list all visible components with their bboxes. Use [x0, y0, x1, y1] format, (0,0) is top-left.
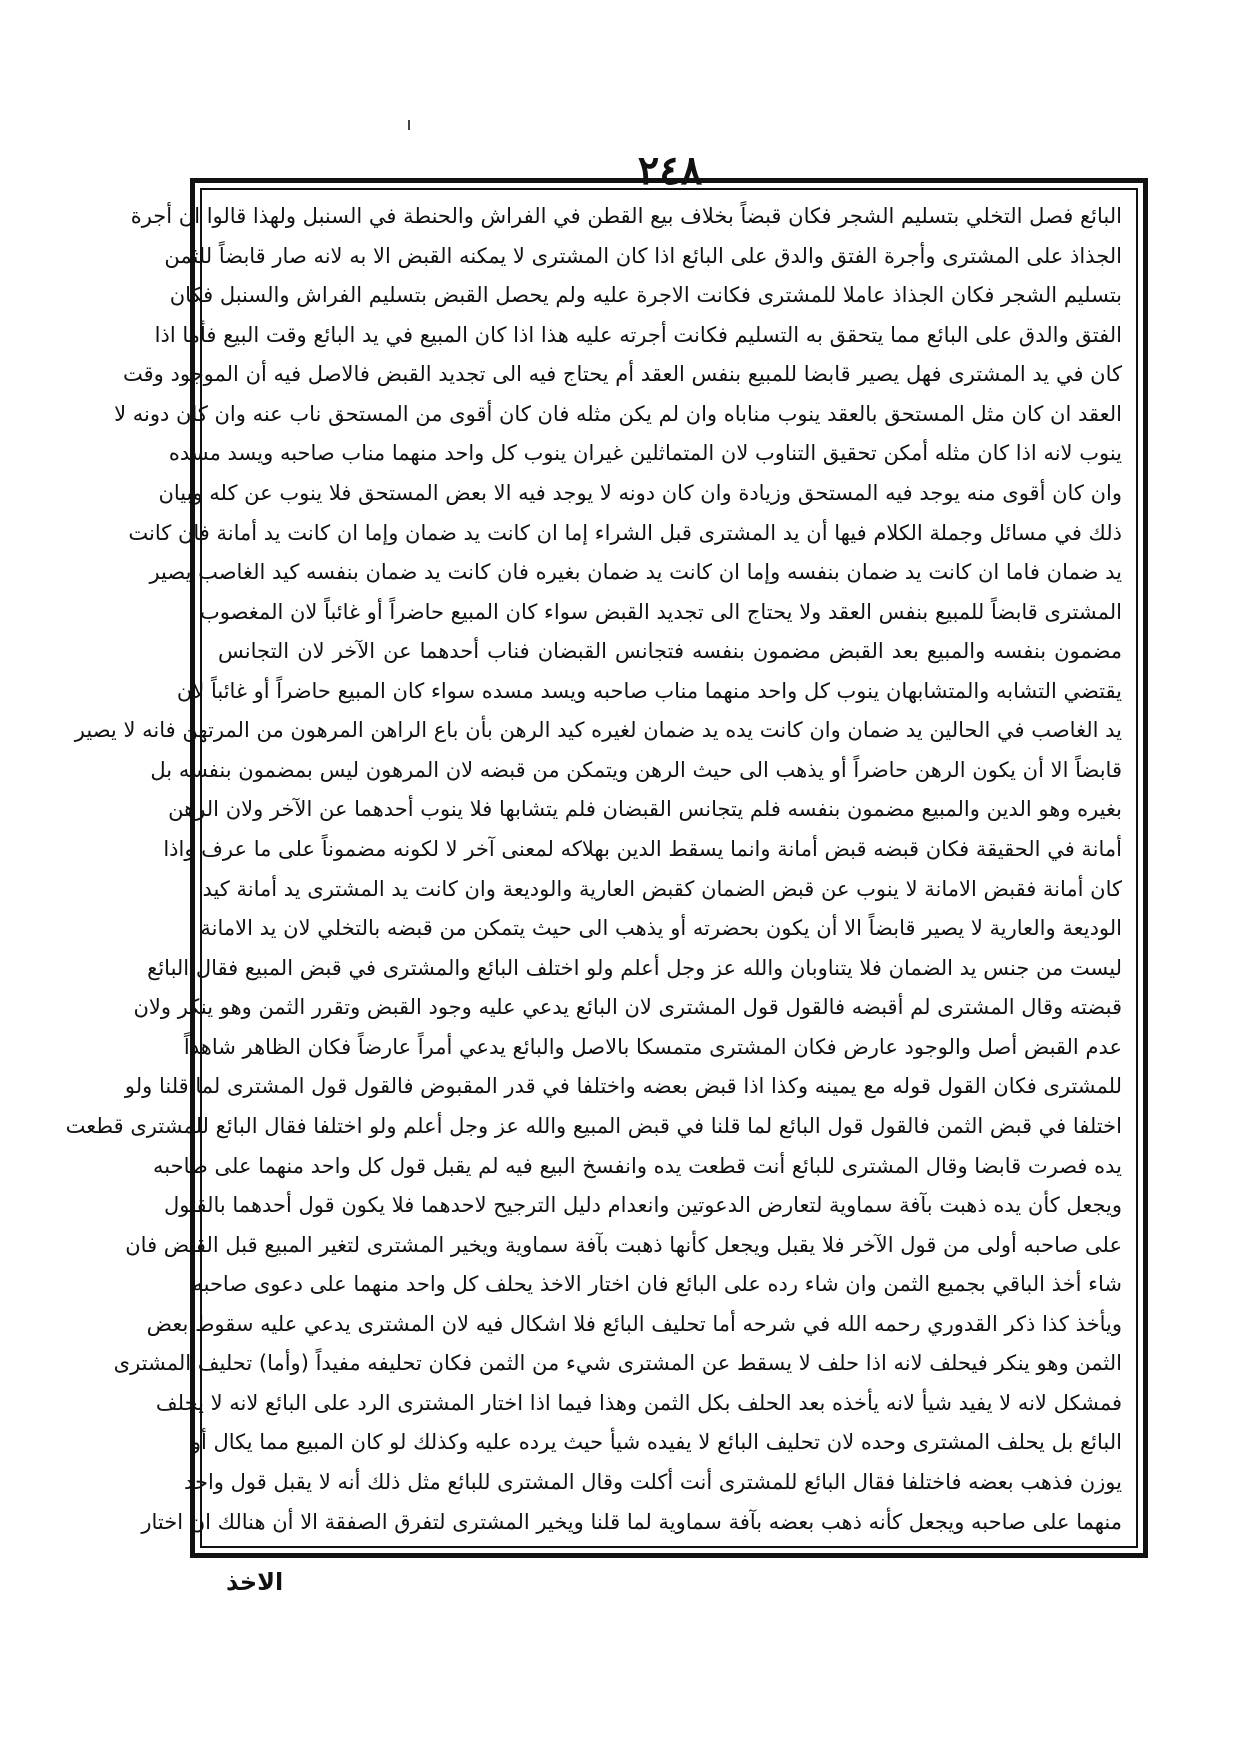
scan-mark	[408, 120, 410, 130]
text-line: أمانة في الحقيقة فكان قبضه قبض أمانة وانما يسقط الدين بهلاكه لمعنى آخر لا لكونه مضموناً على ما عرف واذا	[163, 837, 1122, 861]
text-line: قابضاً الا أن يكون الرهن حاضراً أو يذهب الى حيث الرهن ويتمكن من قبضه لان المرهون ليس بمضمون بنفسه بل	[150, 757, 1122, 782]
text-line: يقتضي التشابه والمتشابهان ينوب كل واحد منهما مناب صاحبه ويسد مسده سواء كان المبيع حاضراً أو غائباً لان	[176, 678, 1122, 703]
text-line: البائع فصل التخلي بتسليم الشجر فكان قبضاً بخلاف بيع القطن في الفراش والحنطة في السنبل ولهذا قالوا ان أجرة	[130, 204, 1122, 228]
text-line: كان أمانة فقبض الامانة لا ينوب عن قبض الضمان كقبض العارية والوديعة وان كانت يد المشترى يد أمانة كيد	[202, 876, 1122, 901]
text-body	[65, 198, 1122, 1540]
text-line: بتسليم الشجر فكان الجذاذ عاملا للمشترى فكانت الاجرة عليه ولم يحصل القبض بتسليم الفراش والسنبل فكان	[169, 283, 1122, 308]
text-line: ويجعل كأن يده ذهبت بآفة سماوية لتعارض الدعوتين وانعدام دليل الترجيح لاحدهما فلا يكون قول أحدهما بالقبول	[164, 1193, 1122, 1218]
text-line: الثمن وهو ينكر فيحلف لانه اذا حلف لا يسقط عن المشترى شيء من الثمن فكان تحليفه مفيداً (وأما) تحليف المشترى	[113, 1351, 1122, 1376]
text-line: الجذاذ على المشترى وأجرة الفتق والدق على البائع اذا كان المشترى لا يمكنه القبض الا به لانه صار قابضاً للثمن	[164, 243, 1122, 268]
text-line: عدم القبض أصل والوجود عارض فكان المشترى متمسكا بالاصل والبائع يدعي أمراً عارضاً فكان الظاهر شاهداً	[183, 1034, 1122, 1059]
text-line: الوديعة والعارية لا يصير قابضاً الا أن يكون بحضرته أو يذهب الى حيث يتمكن من قبضه بالتخلي لان يد الامانة	[200, 916, 1122, 941]
text-line: للمشترى فكان القول قوله مع يمينه وكذا اذا قبض بعضه واختلفا في قدر المقبوض فالقول قول المشترى لما قلنا ولو	[124, 1074, 1122, 1099]
text-line: العقد ان كان مثل المستحق بالعقد ينوب مناباه وان لم يكن مثله فان كان أقوى من المستحق ناب عنه وان كان دونه لا	[114, 401, 1122, 426]
text-line: يد الغاصب في الحالين يد ضمان وان كانت يده يد ضمان لغيره كيد الرهن بأن باع الراهن المرهون من المرتهن فانه لا يصير	[74, 718, 1122, 743]
text-line: ذلك في مسائل وجملة الكلام فيها أن يد المشترى قبل الشراء إما ان كانت يد ضمان وإما ان كانت يد أمانة فان كانت	[128, 520, 1122, 545]
catchword: الاخذ	[226, 1568, 284, 1596]
text-line: فمشكل لانه لا يفيد شيأ لانه يأخذه بعد الحلف بكل الثمن وهذا فيما اذا اختار المشترى الرد على البائع لانه لا يحلف	[155, 1390, 1122, 1415]
text-line: اختلفا في قبض الثمن فالقول قول البائع لما قلنا في قبض المبيع والله عز وجل أعلم ولو اختلفا فقال البائع للمشترى قطعت	[65, 1113, 1122, 1138]
text-line: كان في يد المشترى فهل يصير قابضا للمبيع بنفس العقد أم يحتاج فيه الى تجديد القبض فالاصل فيه أن الموجود وقت	[123, 362, 1122, 387]
text-line: يده فصرت قابضا وقال المشترى للبائع أنت قطعت يده وانفسخ البيع فيه لم يقبل قول كل واحد منهما على صاحبه	[153, 1153, 1122, 1178]
text-line: شاء أخذ الباقي بجميع الثمن وان شاء رده على البائع فان اختار الاخذ يحلف كل واحد منهما على دعوى صاحبه	[192, 1272, 1122, 1297]
text-line: وان كان أقوى منه يوجد فيه المستحق وزيادة وان كان دونه لا يوجد فيه الا بعض المستحق فلا ينوب عن كله وبيان	[158, 480, 1122, 505]
text-line: ينوب لانه اذا كان مثله أمكن تحقيق التناوب لان المتماثلين غيران ينوب كل واحد منهما مناب صاحبه ويسد مسده	[168, 441, 1122, 466]
text-line: ليست من جنس يد الضمان فلا يتناوبان والله عز وجل أعلم ولو اختلف البائع والمشترى في قبض المبيع فقال البائع	[147, 955, 1122, 980]
text-line: المشترى قابضاً للمبيع بنفس العقد ولا يحتاج الى تجديد القبض سواء كان المبيع حاضراً أو غائباً لان المغصوب	[199, 599, 1122, 624]
text-line: بغيره وهو الدين والمبيع مضمون بنفسه فلم يتجانس القبضان فلم يتشابها فلا ينوب أحدهما عن الآخر ولان الرهن	[168, 797, 1122, 822]
page-number: ٢٤٨	[637, 147, 703, 194]
text-line: البائع بل يحلف المشترى وحده لان تحليف البائع لا يفيده شيأ حيث يرده عليه وكذلك لو كان المبيع مما يكال أو	[190, 1430, 1122, 1455]
text-line: مضمون بنفسه والمبيع بعد القبض مضمون بنفسه فتجانس القبضان فناب أحدهما عن الآخر لان التجانس	[218, 639, 1122, 664]
text-line: منهما على صاحبه ويجعل كأنه ذهب بعضه بآفة سماوية لما قلنا ويخير المشترى لتفرق الصفقة الا أن هنالك ان اختار	[141, 1509, 1122, 1534]
text-line: على صاحبه أولى من قول الآخر فلا يقبل ويجعل كأنها ذهبت بآفة سماوية ويخير المشترى لتغير المبيع قبل القبض فان	[125, 1232, 1122, 1257]
text-line: ويأخذ كذا ذكر القدوري رحمه الله في شرحه أما تحليف البائع فلا اشكال فيه لان المشترى يدعي عليه سقوط بعض	[146, 1311, 1122, 1336]
text-line: يد ضمان فاما ان كانت يد ضمان بنفسه وإما ان كانت يد ضمان بغيره فان كانت يد ضمان بنفسه كيد الغاصب يصير	[149, 560, 1122, 585]
text-line: قبضته وقال المشترى لم أقبضه فالقول قول المشترى لان البائع يدعي عليه وجود القبض وتقرر الثمن وهو ينكر ولان	[133, 995, 1122, 1020]
text-line: الفتق والدق على البائع مما يتحقق به التسليم فكانت أجرته عليه هذا اذا كان المبيع في يد البائع وقت البيع فأما اذا	[154, 322, 1122, 347]
text-line: يوزن فذهب بعضه فاختلفا فقال البائع للمشترى أنت أكلت وقال المشترى للبائع مثل ذلك أنه لا يقبل قول واحد	[183, 1470, 1122, 1494]
